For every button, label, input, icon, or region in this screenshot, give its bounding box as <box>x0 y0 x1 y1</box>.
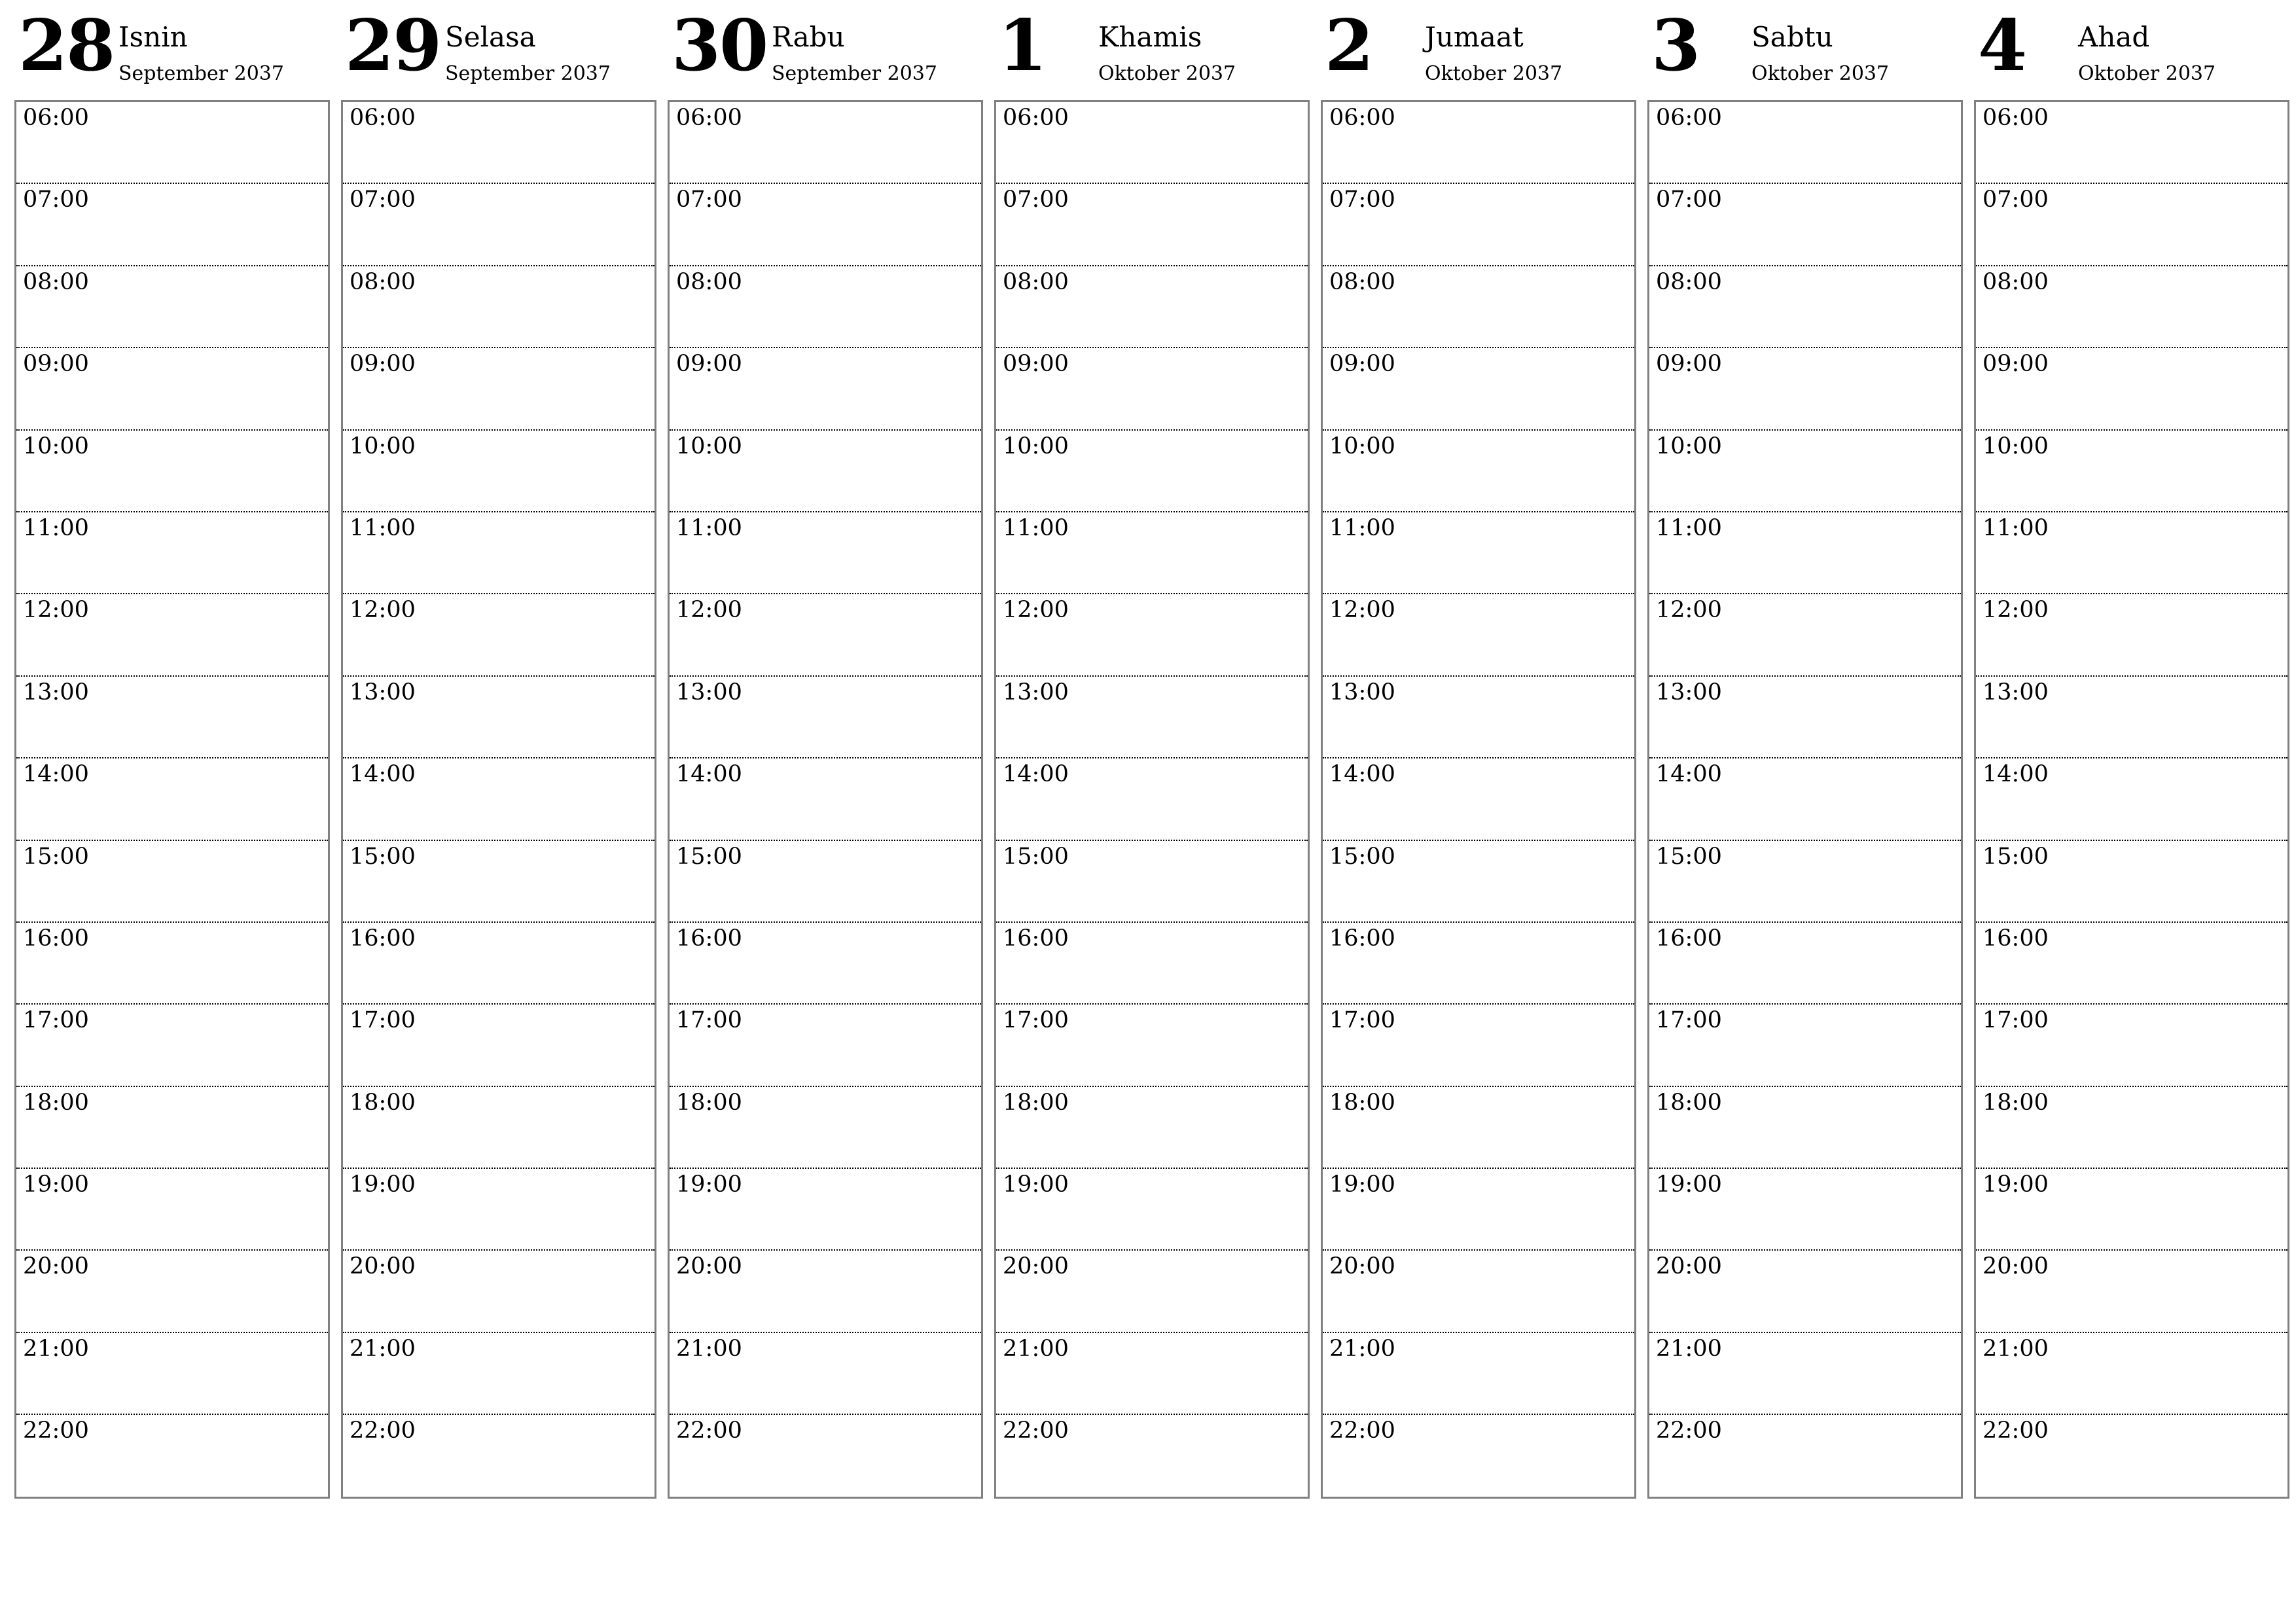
time-slot <box>670 594 981 676</box>
day-header <box>341 0 655 99</box>
day-number: 1 <box>998 5 1047 87</box>
time-slot <box>996 1087 1308 1169</box>
time-slot <box>343 594 655 676</box>
time-slot <box>1976 102 2287 184</box>
time-slot <box>343 1005 655 1086</box>
time-label: 06:00 <box>23 105 89 131</box>
time-slot <box>1649 1005 1961 1086</box>
time-label: 12:00 <box>1656 597 1722 624</box>
time-slot <box>996 758 1308 840</box>
time-slot <box>1323 923 1634 1005</box>
time-label: 07:00 <box>1656 187 1722 213</box>
time-label: 12:00 <box>1329 597 1395 624</box>
time-label: 07:00 <box>676 187 742 213</box>
time-label: 19:00 <box>1329 1171 1395 1198</box>
time-label: 14:00 <box>676 761 742 788</box>
time-slot <box>1976 1251 2287 1332</box>
time-slot <box>343 677 655 758</box>
time-label: 18:00 <box>1982 1089 2049 1116</box>
time-slot <box>1649 348 1961 430</box>
time-label: 18:00 <box>350 1089 416 1116</box>
time-label: 16:00 <box>1003 925 1069 952</box>
time-slot <box>1649 594 1961 676</box>
month-year-label: September 2037 <box>772 62 937 85</box>
time-slot <box>996 1005 1308 1086</box>
time-slot <box>343 1415 655 1497</box>
time-label: 11:00 <box>23 514 89 541</box>
time-slot <box>1323 1333 1634 1415</box>
time-label: 14:00 <box>350 761 416 788</box>
time-label: 08:00 <box>23 268 89 295</box>
time-slot <box>670 184 981 266</box>
time-slot-box <box>1647 100 1963 1499</box>
time-label: 14:00 <box>23 761 89 788</box>
time-slot <box>1976 1415 2287 1497</box>
time-slot <box>16 1415 328 1497</box>
time-label: 20:00 <box>1003 1253 1069 1280</box>
time-slot <box>996 841 1308 923</box>
time-label: 10:00 <box>1656 433 1722 459</box>
time-slot <box>16 1087 328 1169</box>
time-label: 13:00 <box>1329 679 1395 705</box>
time-slot <box>1649 841 1961 923</box>
time-slot <box>1323 1087 1634 1169</box>
time-label: 17:00 <box>676 1007 742 1034</box>
day-number: 30 <box>672 5 768 87</box>
time-slot <box>343 348 655 430</box>
time-label: 20:00 <box>676 1253 742 1280</box>
time-label: 09:00 <box>350 351 416 378</box>
time-slot <box>16 841 328 923</box>
time-label: 06:00 <box>1329 105 1395 131</box>
time-label: 08:00 <box>1982 268 2049 295</box>
time-slot <box>16 1333 328 1415</box>
time-slot <box>996 594 1308 676</box>
time-label: 16:00 <box>350 925 416 952</box>
time-slot <box>1976 1005 2287 1086</box>
time-label: 19:00 <box>23 1171 89 1198</box>
day-header <box>1321 0 1635 99</box>
time-label: 12:00 <box>1982 597 2049 624</box>
time-slot <box>343 1169 655 1251</box>
time-label: 06:00 <box>1003 105 1069 131</box>
time-label: 10:00 <box>676 433 742 459</box>
time-label: 10:00 <box>23 433 89 459</box>
day-header <box>994 0 1308 99</box>
month-year-label: September 2037 <box>118 62 284 85</box>
time-label: 12:00 <box>350 597 416 624</box>
time-slot <box>16 594 328 676</box>
time-label: 18:00 <box>1003 1089 1069 1116</box>
time-label: 22:00 <box>676 1418 742 1444</box>
time-slot <box>670 677 981 758</box>
time-slot <box>1649 677 1961 758</box>
time-label: 13:00 <box>350 679 416 705</box>
time-slot <box>1649 1415 1961 1497</box>
time-label: 18:00 <box>1329 1089 1395 1116</box>
time-slot <box>670 1087 981 1169</box>
time-slot <box>1649 1087 1961 1169</box>
time-label: 11:00 <box>1329 514 1395 541</box>
time-label: 08:00 <box>1656 268 1722 295</box>
day-name: Jumaat <box>1425 21 1524 53</box>
time-label: 08:00 <box>350 268 416 295</box>
time-label: 12:00 <box>676 597 742 624</box>
time-slot-box <box>341 100 656 1499</box>
time-label: 19:00 <box>1656 1171 1722 1198</box>
time-label: 20:00 <box>1982 1253 2049 1280</box>
time-slot <box>1976 594 2287 676</box>
time-slot <box>1649 431 1961 512</box>
time-label: 07:00 <box>23 187 89 213</box>
month-year-label: September 2037 <box>445 62 611 85</box>
time-label: 06:00 <box>676 105 742 131</box>
time-slot <box>996 1169 1308 1251</box>
time-label: 15:00 <box>1656 843 1722 870</box>
time-label: 09:00 <box>1003 351 1069 378</box>
time-slot <box>1976 184 2287 266</box>
time-label: 19:00 <box>1003 1171 1069 1198</box>
time-label: 09:00 <box>1656 351 1722 378</box>
time-slot <box>1323 1169 1634 1251</box>
time-label: 22:00 <box>1982 1418 2049 1444</box>
time-slot <box>996 102 1308 184</box>
time-slot <box>1323 758 1634 840</box>
time-label: 16:00 <box>1656 925 1722 952</box>
time-slot <box>16 184 328 266</box>
time-slot <box>1976 677 2287 758</box>
time-label: 15:00 <box>1003 843 1069 870</box>
time-slot <box>1976 348 2287 430</box>
time-label: 17:00 <box>23 1007 89 1034</box>
time-slot-box <box>14 100 330 1499</box>
time-label: 09:00 <box>23 351 89 378</box>
time-label: 18:00 <box>676 1089 742 1116</box>
time-slot <box>1649 184 1961 266</box>
time-label: 13:00 <box>1656 679 1722 705</box>
time-slot <box>1976 923 2287 1005</box>
time-slot <box>670 266 981 348</box>
time-label: 10:00 <box>1329 433 1395 459</box>
time-label: 13:00 <box>1982 679 2049 705</box>
time-label: 15:00 <box>676 843 742 870</box>
time-label: 15:00 <box>23 843 89 870</box>
time-label: 22:00 <box>350 1418 416 1444</box>
time-slot <box>1976 266 2287 348</box>
time-label: 06:00 <box>1656 105 1722 131</box>
time-label: 15:00 <box>1329 843 1395 870</box>
time-label: 06:00 <box>350 105 416 131</box>
time-label: 07:00 <box>1982 187 2049 213</box>
time-slot <box>1976 1333 2287 1415</box>
time-label: 10:00 <box>350 433 416 459</box>
time-slot <box>343 1333 655 1415</box>
time-label: 08:00 <box>676 268 742 295</box>
day-header <box>14 0 329 99</box>
time-label: 10:00 <box>1982 433 2049 459</box>
time-slot <box>16 266 328 348</box>
time-slot <box>343 266 655 348</box>
time-slot-box <box>1321 100 1636 1499</box>
time-slot <box>996 266 1308 348</box>
time-slot <box>16 758 328 840</box>
time-slot <box>1323 184 1634 266</box>
time-label: 21:00 <box>1656 1335 1722 1362</box>
time-label: 20:00 <box>350 1253 416 1280</box>
time-label: 09:00 <box>1329 351 1395 378</box>
day-column <box>668 0 982 1444</box>
time-slot <box>1323 431 1634 512</box>
month-year-label: Oktober 2037 <box>1098 62 1236 85</box>
time-slot <box>996 1251 1308 1332</box>
time-slot <box>1649 1333 1961 1415</box>
time-label: 21:00 <box>676 1335 742 1362</box>
time-slot <box>343 102 655 184</box>
time-label: 11:00 <box>1003 514 1069 541</box>
time-label: 17:00 <box>1329 1007 1395 1034</box>
time-slot <box>670 1415 981 1497</box>
time-slot <box>670 1333 981 1415</box>
time-slot <box>1976 758 2287 840</box>
day-name: Rabu <box>772 21 845 53</box>
day-name: Sabtu <box>1751 21 1833 53</box>
time-label: 15:00 <box>350 843 416 870</box>
time-slot <box>1649 102 1961 184</box>
time-label: 16:00 <box>676 925 742 952</box>
time-slot <box>1976 841 2287 923</box>
day-header <box>668 0 982 99</box>
day-column <box>341 0 655 1444</box>
time-slot <box>343 431 655 512</box>
time-label: 16:00 <box>1982 925 2049 952</box>
time-slot <box>343 758 655 840</box>
time-label: 22:00 <box>23 1418 89 1444</box>
time-label: 16:00 <box>1329 925 1395 952</box>
time-slot <box>670 348 981 430</box>
time-slot <box>16 512 328 594</box>
time-slot <box>1649 512 1961 594</box>
month-year-label: Oktober 2037 <box>2078 62 2216 85</box>
day-column <box>1647 0 1962 1444</box>
day-name: Isnin <box>118 21 188 53</box>
time-label: 10:00 <box>1003 433 1069 459</box>
time-slot <box>670 841 981 923</box>
time-slot-box <box>1974 100 2289 1499</box>
time-slot <box>1976 1169 2287 1251</box>
time-slot <box>670 758 981 840</box>
time-label: 12:00 <box>23 597 89 624</box>
time-slot <box>1649 758 1961 840</box>
time-slot <box>1976 512 2287 594</box>
time-label: 22:00 <box>1656 1418 1722 1444</box>
time-slot <box>670 923 981 1005</box>
time-label: 17:00 <box>350 1007 416 1034</box>
time-label: 11:00 <box>1656 514 1722 541</box>
time-slot <box>16 1005 328 1086</box>
time-slot <box>16 1169 328 1251</box>
month-year-label: Oktober 2037 <box>1751 62 1890 85</box>
time-slot <box>670 1005 981 1086</box>
day-name: Ahad <box>2078 21 2150 53</box>
time-slot <box>343 923 655 1005</box>
time-label: 17:00 <box>1003 1007 1069 1034</box>
time-slot <box>1323 102 1634 184</box>
time-label: 12:00 <box>1003 597 1069 624</box>
time-label: 18:00 <box>23 1089 89 1116</box>
time-label: 11:00 <box>1982 514 2049 541</box>
time-slot <box>670 1169 981 1251</box>
time-label: 21:00 <box>23 1335 89 1362</box>
day-number: 29 <box>345 5 441 87</box>
time-slot <box>1649 1169 1961 1251</box>
time-slot <box>343 841 655 923</box>
time-label: 13:00 <box>676 679 742 705</box>
day-name: Selasa <box>445 21 536 53</box>
time-label: 07:00 <box>1329 187 1395 213</box>
time-slot <box>343 512 655 594</box>
time-label: 15:00 <box>1982 843 2049 870</box>
time-slot <box>1323 594 1634 676</box>
time-slot <box>16 1251 328 1332</box>
time-label: 17:00 <box>1982 1007 2049 1034</box>
time-slot <box>670 431 981 512</box>
time-label: 18:00 <box>1656 1089 1722 1116</box>
time-label: 07:00 <box>350 187 416 213</box>
time-slot <box>1323 677 1634 758</box>
day-header <box>1647 0 1962 99</box>
time-slot <box>996 184 1308 266</box>
day-number: 28 <box>18 5 115 87</box>
day-column <box>14 0 329 1444</box>
time-slot <box>16 431 328 512</box>
time-label: 21:00 <box>1003 1335 1069 1362</box>
time-slot <box>1649 266 1961 348</box>
time-slot <box>343 1087 655 1169</box>
time-slot <box>16 923 328 1005</box>
time-label: 22:00 <box>1329 1418 1395 1444</box>
time-label: 21:00 <box>1982 1335 2049 1362</box>
time-slot <box>670 102 981 184</box>
day-column <box>1974 0 2288 1444</box>
time-slot <box>1323 348 1634 430</box>
time-label: 13:00 <box>1003 679 1069 705</box>
time-label: 11:00 <box>350 514 416 541</box>
time-slot <box>1323 512 1634 594</box>
time-label: 17:00 <box>1656 1007 1722 1034</box>
time-label: 14:00 <box>1656 761 1722 788</box>
time-slot <box>996 512 1308 594</box>
time-label: 20:00 <box>1329 1253 1395 1280</box>
time-label: 14:00 <box>1982 761 2049 788</box>
time-slot <box>16 348 328 430</box>
time-slot <box>996 1415 1308 1497</box>
time-slot <box>1323 841 1634 923</box>
time-label: 07:00 <box>1003 187 1069 213</box>
time-slot <box>670 1251 981 1332</box>
time-slot <box>996 348 1308 430</box>
time-slot-box <box>994 100 1310 1499</box>
time-label: 20:00 <box>23 1253 89 1280</box>
time-slot <box>343 1251 655 1332</box>
day-number: 4 <box>1978 5 2026 87</box>
time-slot <box>1323 1005 1634 1086</box>
time-label: 13:00 <box>23 679 89 705</box>
time-slot <box>16 102 328 184</box>
day-column <box>1321 0 1635 1444</box>
time-slot <box>996 677 1308 758</box>
time-label: 20:00 <box>1656 1253 1722 1280</box>
day-name: Khamis <box>1098 21 1202 53</box>
day-number: 2 <box>1325 5 1373 87</box>
time-label: 08:00 <box>1329 268 1395 295</box>
time-slot <box>670 512 981 594</box>
time-slot-box <box>668 100 983 1499</box>
time-label: 21:00 <box>1329 1335 1395 1362</box>
month-year-label: Oktober 2037 <box>1425 62 1563 85</box>
time-label: 19:00 <box>676 1171 742 1198</box>
time-label: 19:00 <box>350 1171 416 1198</box>
time-label: 09:00 <box>1982 351 2049 378</box>
day-number: 3 <box>1651 5 1700 87</box>
day-column <box>994 0 1308 1444</box>
time-label: 14:00 <box>1329 761 1395 788</box>
day-header <box>1974 0 2288 99</box>
time-slot <box>996 1333 1308 1415</box>
time-label: 16:00 <box>23 925 89 952</box>
time-label: 19:00 <box>1982 1171 2049 1198</box>
time-slot <box>996 431 1308 512</box>
time-label: 21:00 <box>350 1335 416 1362</box>
time-slot <box>1323 266 1634 348</box>
time-slot <box>343 184 655 266</box>
time-slot <box>1649 923 1961 1005</box>
time-label: 09:00 <box>676 351 742 378</box>
time-label: 08:00 <box>1003 268 1069 295</box>
time-slot <box>996 923 1308 1005</box>
time-label: 11:00 <box>676 514 742 541</box>
time-slot <box>1323 1415 1634 1497</box>
time-slot <box>1649 1251 1961 1332</box>
time-slot <box>1323 1251 1634 1332</box>
time-slot <box>1976 431 2287 512</box>
time-label: 22:00 <box>1003 1418 1069 1444</box>
time-label: 06:00 <box>1982 105 2049 131</box>
time-slot <box>1976 1087 2287 1169</box>
time-label: 14:00 <box>1003 761 1069 788</box>
time-slot <box>16 677 328 758</box>
